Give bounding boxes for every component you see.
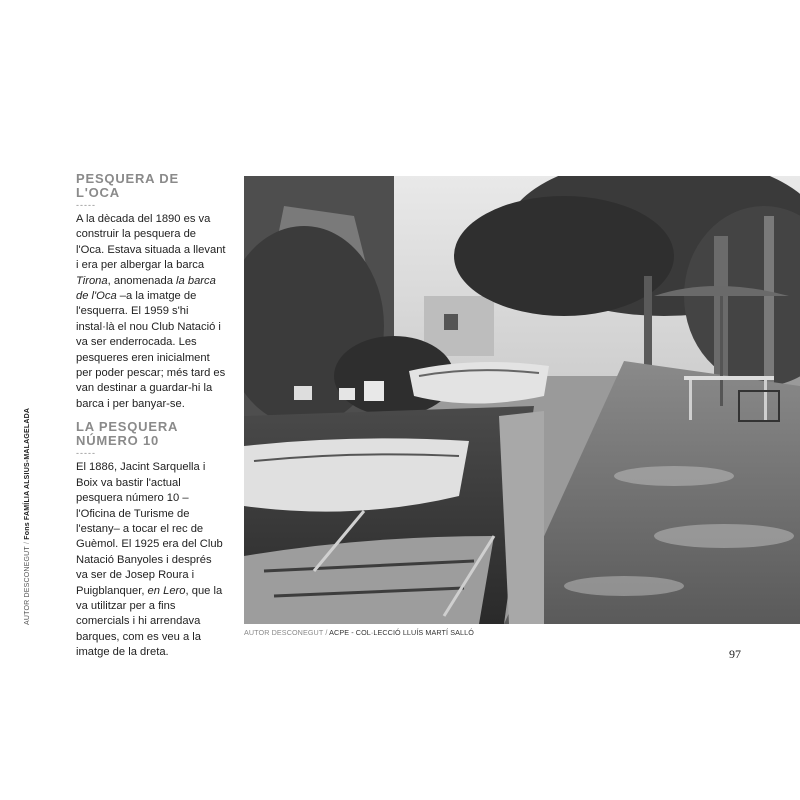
photo-credit-author: AUTOR DESCONEGUT [244,628,324,637]
photo-credit-separator: / [325,628,328,637]
section-dashes: ----- [76,200,96,210]
text-column [76,172,226,669]
heading-line-1: LA PESQUERA [76,419,179,435]
section-heading-pesquera-10 [76,420,226,448]
photo-credit-source: ACPE - COL·LECCIÓ LLUÍS MARTÍ SALLÓ [329,628,474,637]
section-body-oca: A la dècada del 1890 es va construir la pesquera de l'Oca. Estava situada a llevant i era per albergar la barca Tirona, anomenada la barca de l'Oca –a la imatge de l'esquerra. El 1959 s'hi instal·là el nou Club Natació i va ser enderrocada. Les pesqueres eren inicialment per poder pescar; més tard es van destinar a guardar-hi la barca i per banyar-se. [76,213,226,410]
photo-illustration [244,176,800,624]
section-body-pesquera-10: El 1886, Jacint Sarquella i Boix va bastir l'actual pesquera número 10 –l'Oficina de Turisme de l'estany– a tocar el rec de Guèmol. El 1925 era del Club Natació Banyoles i després va ser de Josep Roura i Puigblanquer, en Lero, que la va utilitzar per a fins comercials i hi arrendava barques, com es veu a la imatge de la dreta. [76,461,223,659]
side-credit-separator: / [24,541,31,545]
historic-photo [244,176,800,624]
section-dashes: ----- [76,448,96,459]
section-heading-oca: PESQUERA DE L'OCA [76,171,179,200]
side-credit-author: AUTOR DESCONEGUT [24,546,31,625]
page-number: 97 [729,647,741,661]
heading-line-2: NÚMERO 10 [76,433,160,449]
side-photo-credit [24,408,31,625]
side-credit-source: Fons FAMÍLIA ALSIUS-MALAGELADA [24,407,31,540]
photo-credit [244,628,474,637]
